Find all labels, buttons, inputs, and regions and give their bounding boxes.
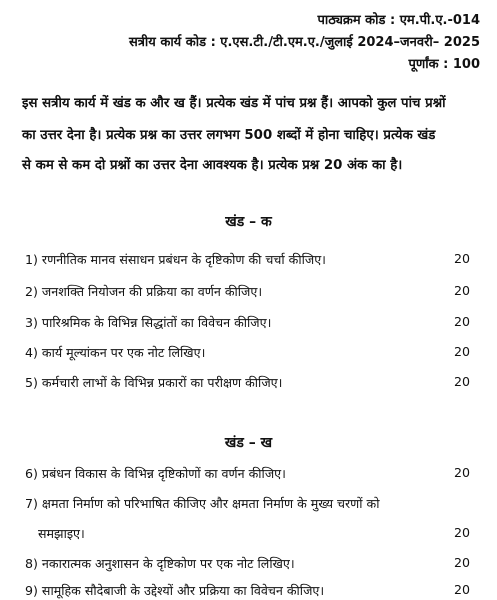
question-3: 3) पारिश्रमिक के विभिन्न सिद्धांतों का विवेचन कीजिए। xyxy=(25,315,272,330)
question-8: 8) नकारात्मक अनुशासन के दृष्टिकोण पर एक नोट लिखिए। xyxy=(25,556,295,571)
question-2-marks: 20 xyxy=(454,283,471,298)
question-9: 9) सामूहिक सौदेबाजी के उद्देश्यों और प्रक्रिया का विवेचन कीजिए। xyxy=(25,583,325,598)
assignment-code: सत्रीय कार्य कोड : ए.एस.टी./टी.एम.ए./जुलाई 2024–जनवरी– 2025 xyxy=(128,35,480,50)
question-6-marks: 20 xyxy=(454,465,471,480)
instructions-line-2: का उत्तर देना है। प्रत्येक प्रश्न का उत्तर लगभग 500 शब्दों में होना चाहिए। प्रत्येक खंड xyxy=(22,128,436,143)
question-4: 4) कार्य मूल्यांकन पर एक नोट लिखिए। xyxy=(25,345,206,360)
question-4-marks: 20 xyxy=(454,344,471,359)
course-code: पाठ्यक्रम कोड : एम.पी.ए.-014 xyxy=(317,13,480,28)
instructions-line-3: से कम से कम दो प्रश्नों का उत्तर देना आवश्यक है। प्रत्येक प्रश्न 20 अंक का है। xyxy=(22,158,403,173)
question-3-marks: 20 xyxy=(454,314,471,329)
question-1-marks: 20 xyxy=(454,251,471,266)
full-marks: पूर्णांक : 100 xyxy=(408,57,480,72)
question-1: 1) रणनीतिक मानव संसाधन प्रबंधन के दृष्टिकोण की चर्चा कीजिए। xyxy=(25,252,326,267)
question-5: 5) कर्मचारी लाभों के विभिन्न प्रकारों का परीक्षण कीजिए। xyxy=(25,375,283,390)
question-7-marks: 20 xyxy=(454,525,471,540)
question-8-marks: 20 xyxy=(454,555,471,570)
question-7: 7) क्षमता निर्माण को परिभाषित कीजिए और क्षमता निर्माण के मुख्य चरणों को xyxy=(25,496,380,511)
section-b-title: खंड – ख xyxy=(224,435,273,451)
instructions-line-1: इस सत्रीय कार्य में खंड क और ख हैं। प्रत्येक खंड में पांच प्रश्न हैं। आपको कुल पांच प्रश्नों xyxy=(22,96,446,111)
question-7-continuation: समझाइए। xyxy=(38,526,85,541)
question-6: 6) प्रबंधन विकास के विभिन्न दृष्टिकोणों का वर्णन कीजिए। xyxy=(25,466,286,481)
question-5-marks: 20 xyxy=(454,374,471,389)
section-a-title: खंड – क xyxy=(225,214,272,230)
question-9-marks: 20 xyxy=(454,582,471,597)
question-2: 2) जनशक्ति नियोजन की प्रक्रिया का वर्णन कीजिए। xyxy=(25,284,263,299)
